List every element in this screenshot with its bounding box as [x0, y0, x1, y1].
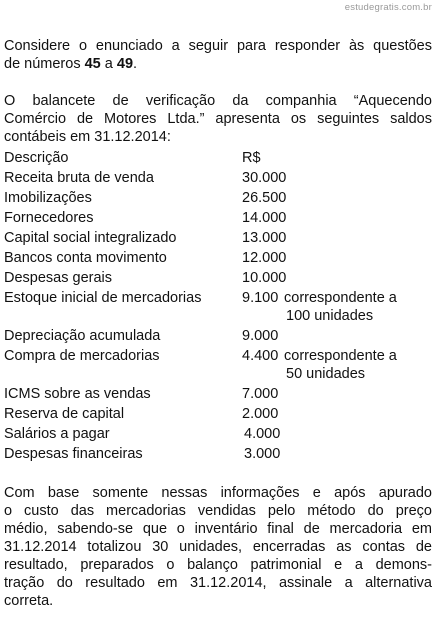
intro-line-1: Considere o enunciado a seguir para responder às questões [4, 38, 432, 54]
account-balance: 2.000 [242, 406, 279, 422]
statement-line-1: O balancete de verificação da companhia “Aquecendo [4, 93, 432, 109]
account-balance: 9.100 [242, 290, 279, 306]
header-description: Descrição [4, 150, 69, 166]
intro-line-2 [4, 55, 432, 73]
conclusion-line-2: o custo das mercadorias vendidas pelo método do preço [4, 503, 432, 519]
account-balance: 4.400 [242, 348, 279, 364]
quantity-units: 50 unidades [286, 366, 366, 382]
account-balance: 9.000 [242, 328, 279, 344]
account-balance: 14.000 [242, 210, 287, 226]
intro-paragraph [4, 37, 432, 73]
account-balance: 3.000 [244, 446, 281, 462]
account-name: Despesas gerais [4, 270, 112, 286]
account-balance: 12.000 [242, 250, 287, 266]
statement-line-3: contábeis em 31.12.2014: [4, 129, 171, 145]
account-balance: 30.000 [242, 170, 287, 186]
account-name: Salários a pagar [4, 426, 110, 442]
account-name: Compra de mercadorias [4, 348, 160, 364]
account-balance: 7.000 [242, 386, 279, 402]
account-balance: 26.500 [242, 190, 287, 206]
conclusion-line-3: médio, sabendo-se que o inventário final de mercadoria em [4, 521, 432, 537]
account-name: Depreciação acumulada [4, 328, 161, 344]
question-number-start: 45 [84, 56, 101, 72]
account-name: Capital social integralizado [4, 230, 177, 246]
account-name: ICMS sobre as vendas [4, 386, 151, 402]
header-value: R$ [242, 150, 261, 166]
conclusion-line-5: resultado, preparados o balanço patrimonial e a demons- [4, 557, 432, 573]
conclusion-line-1: Com base somente nessas informações e após apurado [4, 485, 432, 501]
conclusion-line-4: 31.12.2014 totalizou 30 unidades, encerradas as contas de [4, 539, 432, 555]
conclusion-line-6: tração do resultado em 31.12.2014, assinale a alternativa [4, 575, 432, 591]
question-number-end: 49 [116, 56, 134, 72]
quantity-units: 100 unidades [286, 308, 374, 324]
account-name: Estoque inicial de mercadorias [4, 290, 202, 306]
account-balance: 10.000 [242, 270, 287, 286]
account-name: Bancos conta movimento [4, 250, 167, 266]
quantity-note: correspondente a [284, 290, 397, 306]
account-balance: 4.000 [244, 426, 281, 442]
watermark: estudegratis.com.br [344, 2, 432, 13]
quantity-note: correspondente a [284, 348, 397, 364]
account-name: Receita bruta de venda [4, 170, 154, 186]
account-name: Despesas financeiras [4, 446, 143, 462]
statement-line-2: Comércio de Motores Ltda.” apresenta os seguintes saldos [4, 111, 432, 127]
intro-connector: a [100, 56, 117, 72]
intro-text: de números [4, 56, 85, 72]
conclusion-line-7: correta. [4, 593, 54, 609]
account-name: Reserva de capital [4, 406, 125, 422]
account-name: Fornecedores [4, 210, 94, 226]
conclusion-paragraph [4, 484, 432, 610]
statement-paragraph [4, 92, 432, 146]
account-balance: 13.000 [242, 230, 287, 246]
intro-period: . [133, 56, 138, 72]
account-name: Imobilizações [4, 190, 92, 206]
